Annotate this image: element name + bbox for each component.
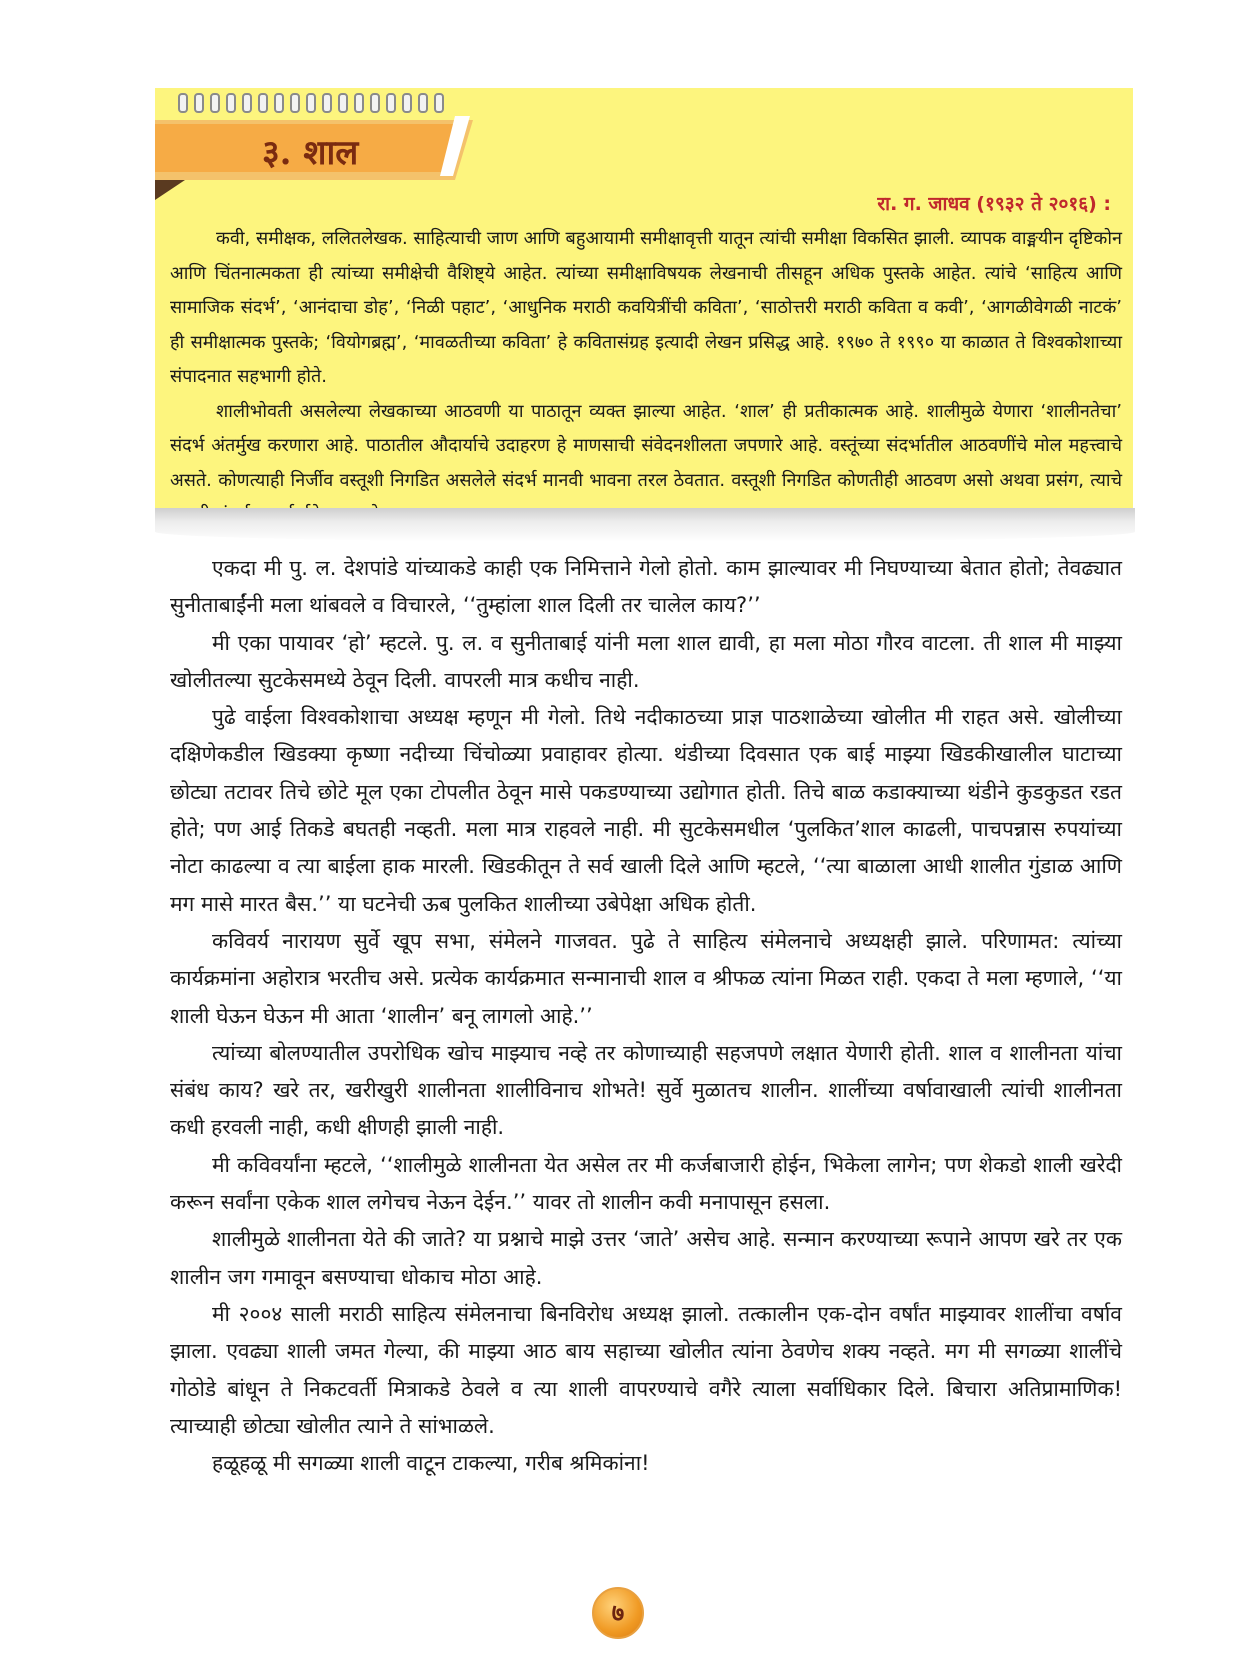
lesson-title: ३. शाल xyxy=(262,133,359,173)
intro-paragraph: कवी, समीक्षक, ललितलेखक. साहित्याची जाण आणि बहुआयामी समीक्षावृत्ती यातून त्यांची समीक्षा विकसित झाली. व्यापक वाङ्मयीन दृष्टिकोन आणि चिंतनात्मकता ही त्यांच्या समीक्षेची वैशिष्ट्ये आहेत. त्यांच्या समीक्षाविषयक लेखनाची तीसहून अधिक पुस्तके आहेत. त्यांचे ‘साहित्य आणि सामाजिक संदर्भ’, ‘आनंदाचा डोह’, ‘निळी पहाट’, ‘आधुनिक मराठी कवयित्रींची कविता’, ‘साठोत्तरी मराठी कविता व कवी’, ‘आगळीवेगळी नाटकं’ ही समीक्षात्मक पुस्तके; ‘वियोगब्रह्म’, ‘मावळतीच्या कविता’ हे कवितासंग्रह इत्यादी लेखन प्रसिद्ध आहे. १९७० ते १९९० या काळात ते विश्वकोशाच्या संपादनात सहभागी होते. xyxy=(170,228,1122,387)
body-paragraph: शालीमुळे शालीनता येते की जाते? या प्रश्नाचे माझे उत्तर ‘जाते’ असेच आहे. सन्मान करण्याच्या रूपाने आपण खरे तर एक शालीन जग गमावून बसण्याचा धोकाच मोठा आहे. xyxy=(170,1227,1122,1289)
author-heading: रा. ग. जाधव (१९३२ ते २०१६) : xyxy=(877,193,1111,215)
body-paragraph: त्यांच्या बोलण्यातील उपरोधिक खोच माझ्याच नव्हे तर कोणाच्याही सहजपणे लक्षात येणारी होती. शाल व शालीनता यांचा संबंध काय? खरे तर, खरीखुरी शालीनता शालीविनाच शोभते! सुर्वे मुळातच शालीन. शालींच्या वर्षावाखाली त्यांची शालीनता कधी हरवली नाही, कधी क्षीणही झाली नाही. xyxy=(170,1040,1122,1140)
page-number: ७ xyxy=(592,1587,644,1639)
binder-rings xyxy=(178,93,478,111)
body-paragraph: मी कविवर्यांना म्हटले, ‘‘शालीमुळे शालीनता येत असेल तर मी कर्जबाजारी होईन, भिकेला लागेन; पण शेकडो शाली खरेदी करून सर्वांना एकेक शाल लगेचच नेऊन देईन.’’ यावर तो शालीन कवी मनापासून हसला. xyxy=(170,1152,1122,1215)
lesson-body xyxy=(170,550,1122,1482)
author-intro xyxy=(170,222,1122,533)
body-paragraph: पुढे वाईला विश्वकोशाचा अध्यक्ष म्हणून मी गेलो. तिथे नदीकाठच्या प्राज्ञ पाठशाळेच्या खोलीत मी राहत असे. खोलीच्या दक्षिणेकडील खिडक्या कृष्णा नदीच्या चिंचोळ्या प्रवाहावर होत्या. थंडीच्या दिवसात एक बाई माझ्या खिडकीखालील घाटाच्या छोट्या तटावर तिचे छोटे मूल एका टोपलीत ठेवून मासे पकडण्याच्या उद्योगात होती. तिचे बाळ कडाक्याच्या थंडीने कुडकुडत रडत होते; पण आई तिकडे बघतही नव्हती. मला मात्र राहवले नाही. मी सुटकेसमधील ‘पुलकित’शाल काढली, पाचपन्नास रुपयांच्या नोटा काढल्या व त्या बाईला हाक मारली. खिडकीतून ते सर्व खाली दिले आणि म्हटले, ‘‘त्या बाळाला आधी शालीत गुंडाळ आणि मग मासे मारत बैस.’’ या घटनेची ऊब पुलकित शालीच्या उबेपेक्षा अधिक होती. xyxy=(170,705,1122,916)
body-paragraph: कविवर्य नारायण सुर्वे खूप सभा, संमेलने गाजवत. पुढे ते साहित्य संमेलनाचे अध्यक्षही झाले. परिणामत: त्यांच्या कार्यक्रमांना अहोरात्र भरतीच असे. प्रत्येक कार्यक्रमात सन्मानाची शाल व श्रीफळ त्यांना मिळत राही. एकदा ते मला म्हणाले, ‘‘या शाली घेऊन घेऊन मी आता ‘शालीन’ बनू लागलो आहे.’’ xyxy=(170,928,1122,1028)
intro-paragraph: शालीभोवती असलेल्या लेखकाच्या आठवणी या पाठातून व्यक्त झाल्या आहेत. ‘शाल’ ही प्रतीकात्मक आहे. शालीमुळे येणारा ‘शालीनतेचा’ संदर्भ अंतर्मुख करणारा आहे. पाठातील औदार्याचे उदाहरण हे माणसाची संवेदनशीलता जपणारे आहे. वस्तूंच्या संदर्भातील आठवणींचे मोल महत्त्वाचे असते. कोणत्याही निर्जीव वस्तूशी निगडित असलेले संदर्भ मानवी भावना तरल ठेवतात. वस्तूशी निगडित कोणतीही आठवण असो अथवा प्रसंग, त्याचे xyxy=(170,400,1122,491)
box-shadow xyxy=(155,508,1135,542)
body-paragraph: हळूहळू मी सगळ्या शाली वाटून टाकल्या, गरीब श्रमिकांना! xyxy=(212,1451,650,1476)
body-paragraph: मी एका पायावर ‘हो’ म्हटले. पु. ल. व सुनीताबाई यांनी मला शाल द्यावी, हा मला मोठा गौरव वाटला. ती शाल मी माझ्या खोलीतल्या सुटकेसमध्ये ठेवून दिली. वापरली मात्र कधीच नाही. xyxy=(170,630,1122,692)
banner-fold xyxy=(155,180,185,200)
body-paragraph: मी २००४ साली मराठी साहित्य संमेलनाचा बिनविरोध अध्यक्ष झालो. तत्कालीन एक-दोन वर्षांत माझ्यावर शालींचा वर्षाव झाला. एवढ्या शाली जमत गेल्या, की माझ्या आठ बाय सहाच्या खोलीत त्यांना ठेवणेच शक्य नव्हते. मग मी सगळ्या शालींचे गोठोडे बांधून ते निकटवर्ती मित्राकडे ठेवले व त्या शाली वापरण्याचे वगैरे त्याला सर्वाधिकार दिले. बिचारा अतिप्रामाणिक! त्याच्याही छोट्या खोलीत त्याने ते सांभाळले. xyxy=(170,1301,1122,1438)
body-paragraph: एकदा मी पु. ल. देशपांडे यांच्याकडे काही एक निमित्ताने गेलो होतो. काम झाल्यावर मी निघण्याच्या बेतात होतो; तेवढ्यात सुनीताबाईंनी मला थांबवले व विचारले, ‘‘तुम्हांला शाल दिली तर चालेल काय?’’ xyxy=(170,556,1122,618)
